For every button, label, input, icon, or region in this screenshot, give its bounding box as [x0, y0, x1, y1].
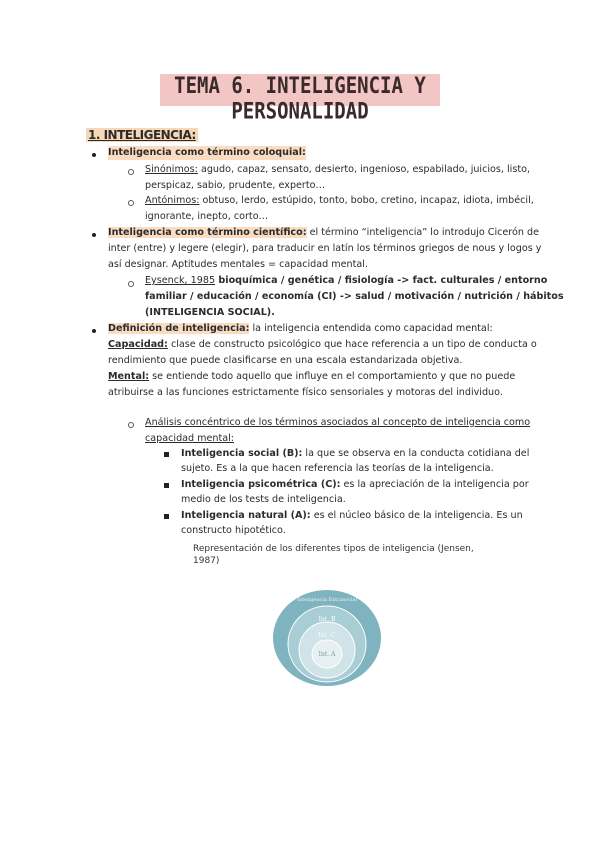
b2-text-1: el término “inteligencia” lo introdujo Cicerón de: [306, 227, 540, 238]
page-title-highlight: [160, 73, 440, 125]
analysis-item-2: [181, 478, 529, 492]
analysis-line1: Análisis concéntrico de los términos asociados al concepto de inteligencia como: [145, 417, 531, 428]
bullet-square: [164, 514, 169, 519]
ant-text-1: obtuso, lerdo, estúpido, tonto, bobo, cretino, incapaz, idiota, imbécil,: [199, 195, 534, 206]
item-label: Inteligencia social (B):: [181, 448, 303, 459]
item-text-2: constructo hipotético.: [181, 525, 286, 536]
bullet-circle: [128, 169, 134, 175]
item-label: Inteligencia natural (A):: [181, 510, 311, 521]
item-text-2: medio de los tests de inteligencia.: [181, 494, 346, 505]
ring-b-label: Int. B: [318, 616, 336, 623]
bullet-circle: [128, 200, 134, 206]
b2-line1: [108, 226, 539, 240]
b3-text: la inteligencia entendida como capacidad mental:: [249, 323, 493, 334]
item-text-2: sujeto. Es a la que hacen referencia las teorías de la inteligencia.: [181, 463, 494, 474]
b1-ant-line1: [145, 194, 534, 208]
men-text-1: se entiende todo aquello que influye en el comportamiento y que no puede: [149, 371, 516, 382]
figure-caption-2: 1987): [193, 556, 220, 566]
b1-heading: Inteligencia como término coloquial:: [108, 147, 306, 158]
b3-heading: Definición de inteligencia:: [108, 323, 250, 334]
analysis-line2: capacidad mental:: [145, 433, 235, 444]
item-text: es el núcleo básico de la inteligencia. Es un: [310, 510, 523, 521]
ring-c-label: Int. C: [318, 632, 336, 639]
cap-text-2: rendimiento que puede clasificarse en una escala estandarizada objetiva.: [108, 355, 463, 366]
bullet-disc: [92, 233, 96, 237]
ant-label: Antónimos:: [145, 195, 200, 206]
b3-line1: [108, 322, 493, 336]
b2-text-2: inter (entre) y legere (elegir), para traducir en latín los términos griegos de nous y logos y: [108, 243, 542, 254]
eysenck-label: Eysenck, 1985: [145, 275, 216, 286]
b1-syn-line1: [145, 163, 530, 177]
item-text: la que se observa en la conducta cotidiana del: [302, 448, 530, 459]
section-heading: 1. INTELIGENCIA:: [88, 128, 196, 142]
item-text: es la apreciación de la inteligencia por: [340, 479, 529, 490]
bullet-disc: [92, 153, 96, 157]
syn-text-1: agudo, capaz, sensato, desierto, ingenioso, espabilado, juicios, listo,: [197, 164, 531, 175]
ant-text-2: ignorante, inepto, corto…: [145, 211, 269, 222]
ring-a-label: Int. A: [318, 651, 336, 658]
cap-label: Capacidad:: [108, 339, 168, 350]
bullet-circle: [128, 281, 134, 287]
page-title: TEMA 6. INTELIGENCIA Y PERSONALIDAD: [174, 73, 426, 125]
analysis-item-3: [181, 509, 523, 523]
men-line1: [108, 370, 515, 384]
figure-caption-1: Representación de los diferentes tipos de inteligencia (Jensen,: [193, 544, 474, 554]
cap-line1: [108, 338, 537, 352]
analysis-item-1: [181, 447, 529, 461]
item-label: Inteligencia psicométrica (C):: [181, 479, 341, 490]
bullet-square: [164, 452, 169, 457]
eysenck-text-2: familiar / educación / economía (CI) -> salud / motivación / nutrición / hábitos: [145, 291, 564, 302]
eysenck-text-3: (INTELIGENCIA SOCIAL).: [145, 307, 275, 318]
bullet-disc: [92, 329, 96, 333]
syn-text-2: perspicaz, sabio, prudente, experto…: [145, 180, 326, 191]
eysenck-text-1: bioquímica / genética / fisiología -> fact. culturales / entorno: [215, 275, 548, 286]
syn-label: Sinónimos:: [145, 164, 198, 175]
men-text-2: atribuirse a las funciones estrictamente físico sensoriales y motoras del individuo.: [108, 387, 503, 398]
b2-heading: Inteligencia como término científico:: [108, 227, 307, 238]
outer-label: Inteligencia Extrasocial: [296, 597, 358, 603]
cap-text-1: clase de constructo psicológico que hace referencia a un tipo de conducta o: [167, 339, 537, 350]
bullet-square: [164, 483, 169, 488]
b2-text-3: así designar. Aptitudes mentales = capacidad mental.: [108, 259, 368, 270]
eysenck-line1: [145, 274, 547, 288]
bullet-circle: [128, 422, 134, 428]
men-label: Mental:: [108, 371, 150, 382]
concentric-diagram: [270, 588, 384, 688]
